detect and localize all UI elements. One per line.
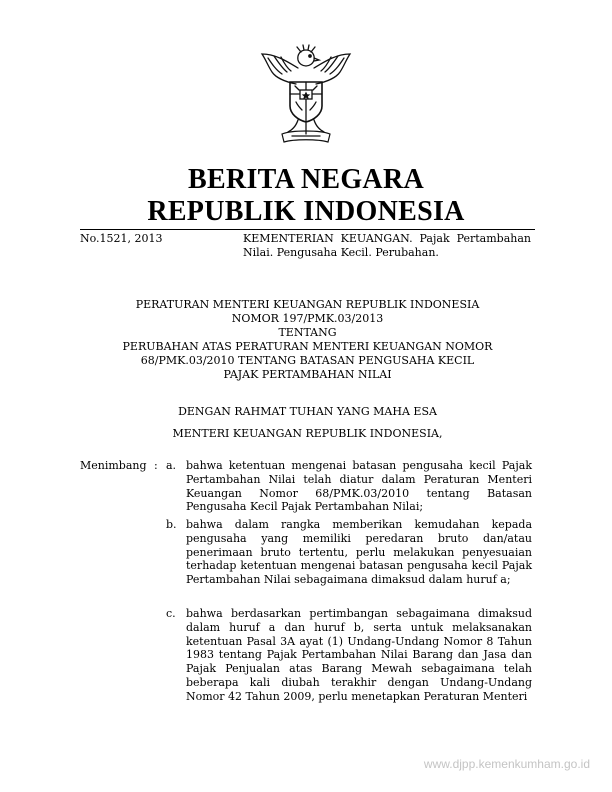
regulation-title-line: NOMOR 197/PMK.03/2013: [231, 312, 384, 325]
considering-item: [166, 459, 532, 514]
regulation-title-line: TENTANG: [278, 326, 337, 339]
masthead-subtitle: REPUBLIK INDONESIA: [147, 196, 465, 227]
item-marker: b.: [166, 518, 177, 531]
regulation-title-line: 68/PMK.03/2010 TENTANG BATASAN PENGUSAHA KECIL: [140, 354, 475, 367]
item-text: bahwa ketentuan mengenai batasan pengusaha kecil Pajak Pertambahan Nilai telah diatur dalam Peraturan Menteri Keuangan Nomor 68/PMK.03/2010 tentang Batasan Pengusaha Kecil Pajak Pertambahan Nilai;: [186, 459, 532, 514]
item-text: bahwa berdasarkan pertimbangan sebagaimana dimaksud dalam huruf a dan huruf b, serta untuk melaksanakan ketentuan Pasal 3A ayat (1) Undang-Undang Nomor 8 Tahun 1983 tentang Pajak Pertambahan Nilai Barang dan Jasa dan Pajak Penjualan atas Barang Mewah sebagaimana telah beberapa kali diubah terakhir dengan Undang-Undang Nomor 42 Tahun 2009, perlu menetapkan Peraturan Menteri: [186, 607, 532, 703]
considering-separator: :: [154, 459, 158, 472]
opening-phrase: [80, 427, 535, 441]
opening-line: DENGAN RAHMAT TUHAN YANG MAHA ESA: [178, 405, 437, 418]
opening-phrase: [80, 405, 535, 419]
garuda-emblem-icon: [256, 44, 356, 148]
issue-subject: KEMENTERIAN KEUANGAN. Pajak Pertambahan Nilai. Pengusaha Kecil. Perubahan.: [243, 232, 531, 259]
considering-item: [166, 518, 532, 587]
item-marker: a.: [166, 459, 177, 472]
regulation-title: [80, 298, 535, 382]
regulation-title-line: PAJAK PERTAMBAHAN NILAI: [223, 368, 392, 381]
regulation-title-line: PERUBAHAN ATAS PERATURAN MENTERI KEUANGAN NOMOR: [122, 340, 493, 353]
opening-line: MENTERI KEUANGAN REPUBLIK INDONESIA,: [172, 427, 443, 440]
footer-url: www.djpp.kemenkumham.go.id: [423, 757, 590, 771]
considering-label: Menimbang :: [80, 459, 158, 472]
issue-number: No.1521, 2013: [80, 232, 163, 245]
item-marker: c.: [166, 607, 176, 620]
masthead-title: BERITA NEGARA: [188, 164, 424, 195]
masthead-divider: [80, 229, 535, 230]
item-text: bahwa dalam rangka memberikan kemudahan kepada pengusaha yang memiliki peredaran bruto dan/atau penerimaan bruto tertentu, perlu melakukan penyesuaian terhadap ketentuan mengenai batasan pengusaha kecil Pajak Pertambahan Nilai sebagaimana dimaksud dalam huruf a;: [186, 518, 532, 587]
regulation-title-line: PERATURAN MENTERI KEUANGAN REPUBLIK INDONESIA: [135, 298, 480, 311]
considering-item: [166, 607, 532, 704]
